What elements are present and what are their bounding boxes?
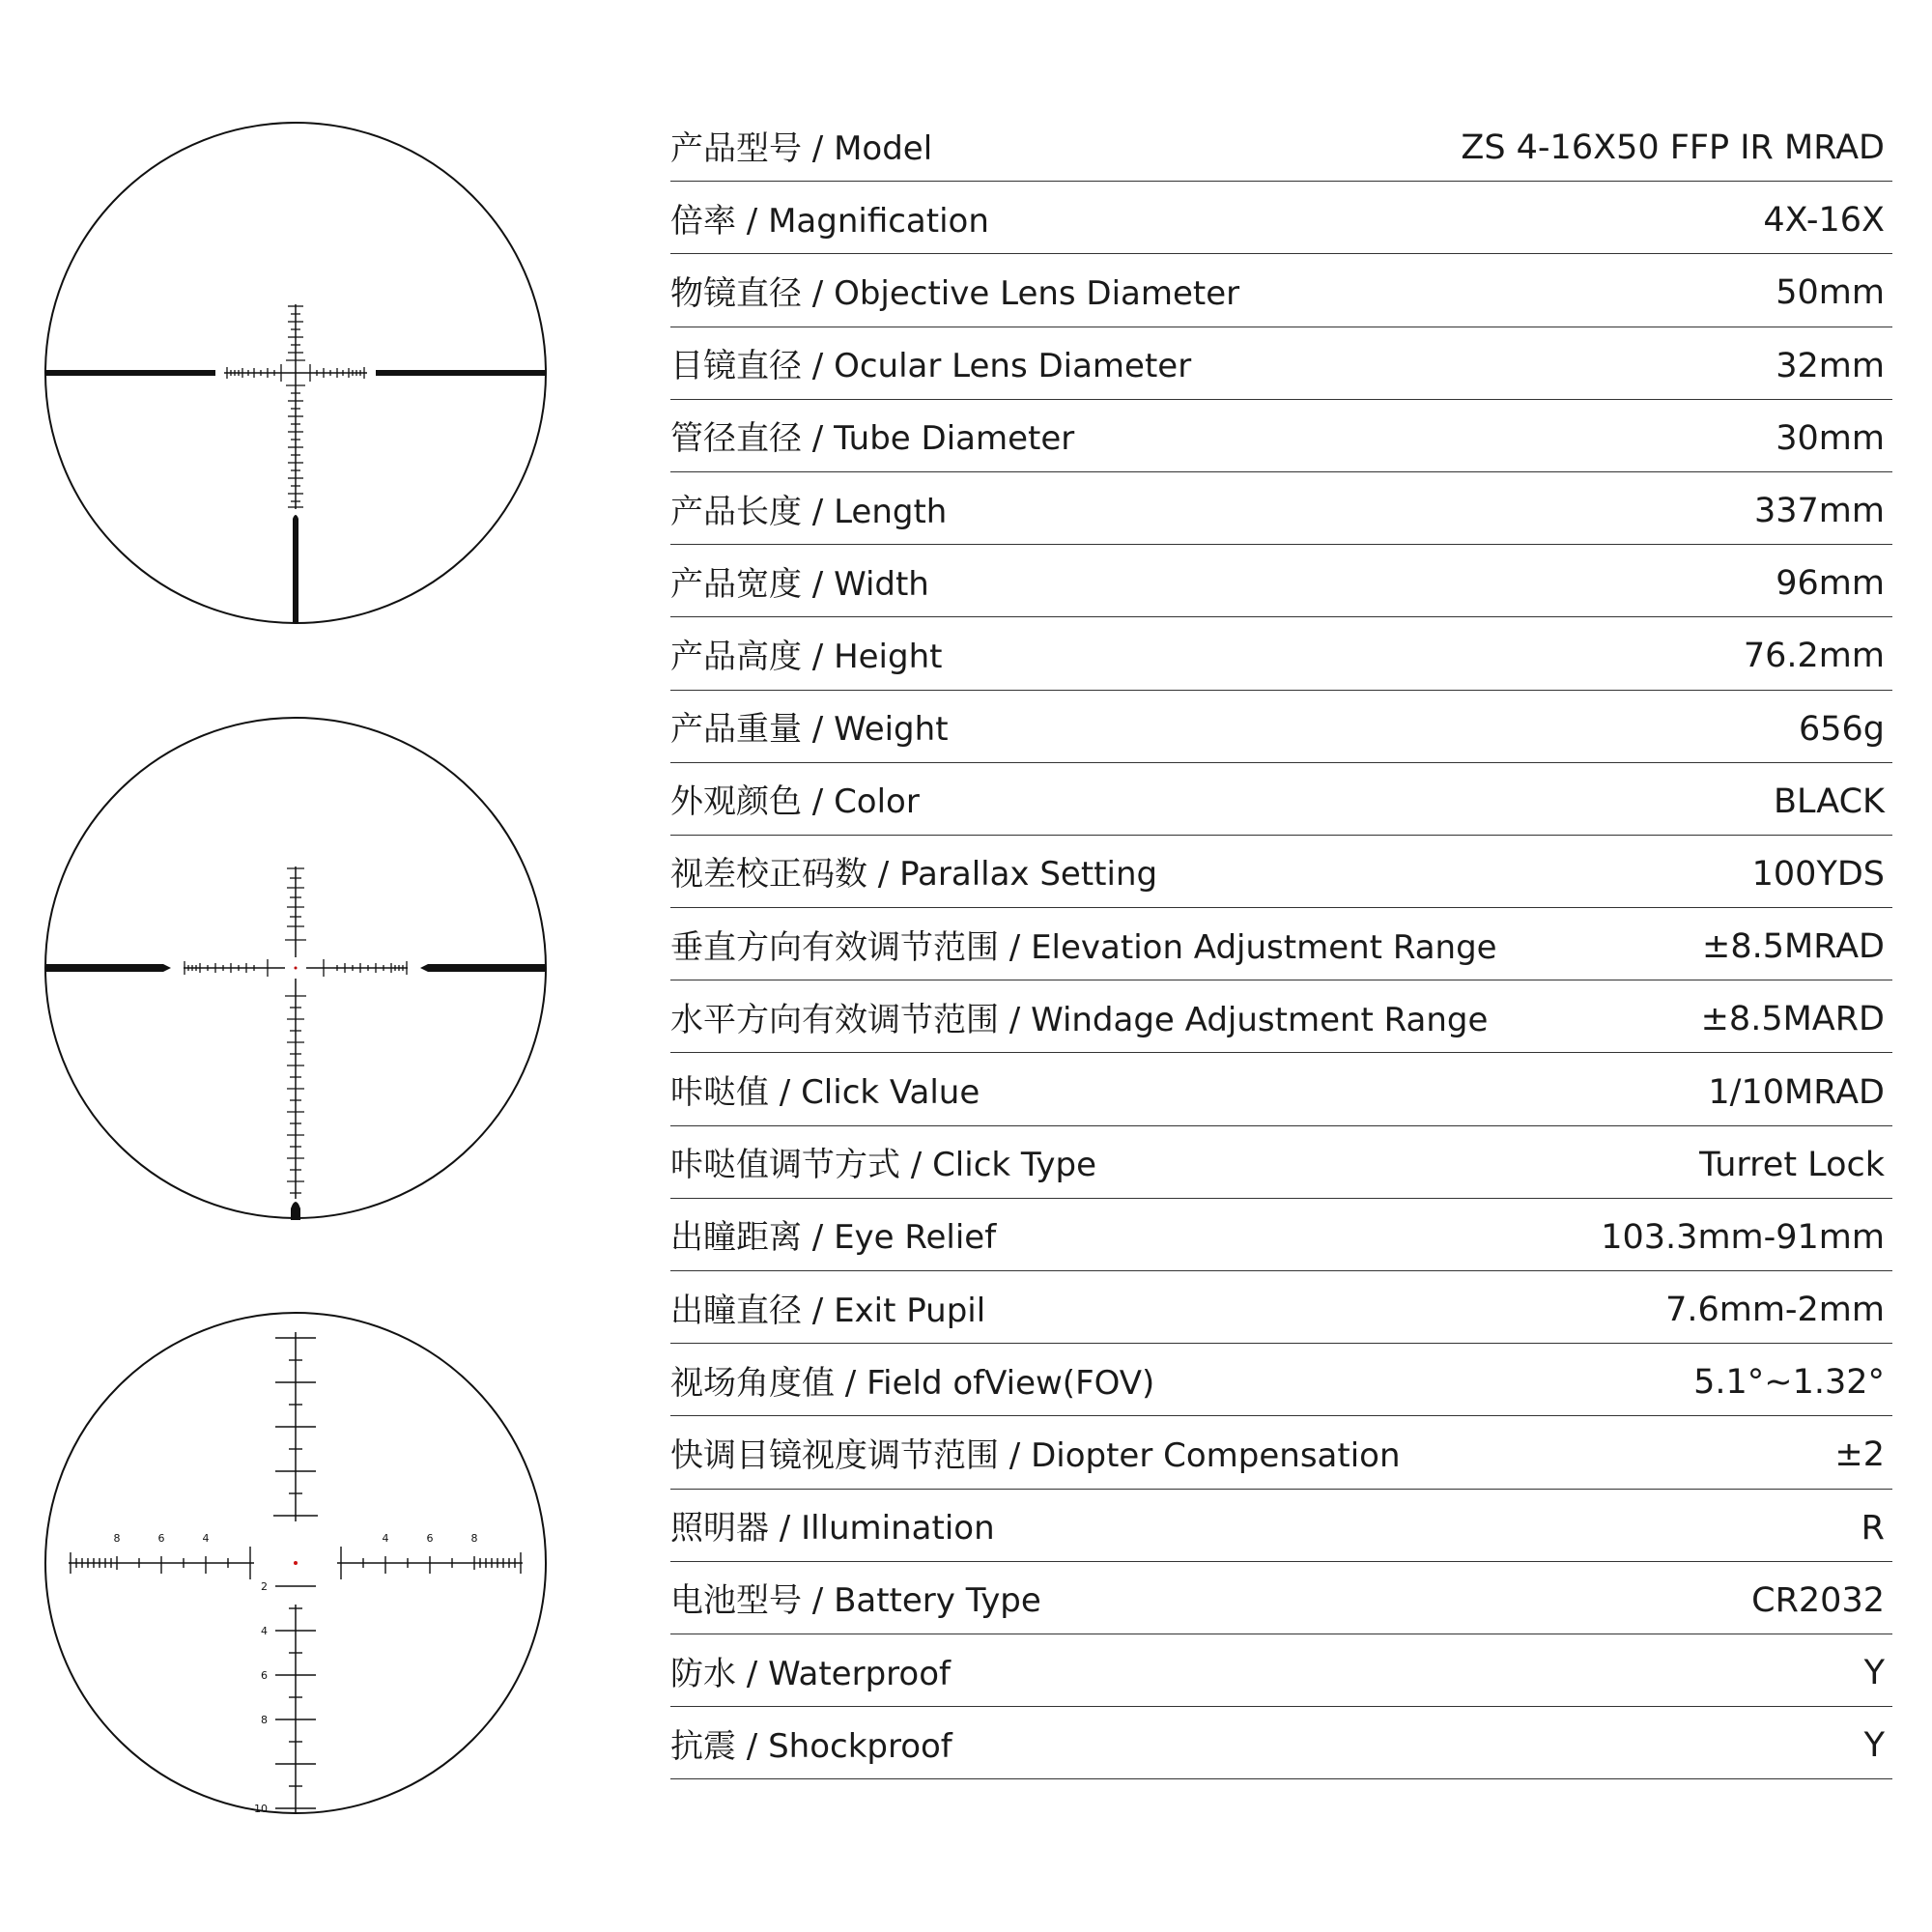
spec-value: 32mm	[1776, 346, 1885, 385]
spec-label: 视场角度值 / Field ofView(FOV)	[670, 1363, 1155, 1403]
spec-row-click-type	[670, 1126, 1892, 1199]
h-label-left-8: 8	[113, 1532, 121, 1545]
spec-row-windage-range	[670, 980, 1892, 1053]
v-label-2: 2	[261, 1580, 268, 1593]
spec-label: 产品宽度 / Width	[670, 564, 929, 604]
v-label-6: 6	[261, 1669, 268, 1682]
spec-value: ±8.5MARD	[1700, 1000, 1885, 1039]
spec-value: Y	[1863, 1654, 1885, 1693]
reticle-high-magnification	[43, 1311, 548, 1815]
spec-label: 快调目镜视度调节范围 / Diopter Compensation	[670, 1435, 1401, 1475]
spec-table	[670, 109, 1892, 1779]
spec-value: 100YDS	[1751, 854, 1885, 894]
spec-value: 30mm	[1776, 418, 1885, 458]
spec-row-objective-lens	[670, 254, 1892, 327]
v-label-4: 4	[261, 1625, 268, 1637]
spec-label: 产品高度 / Height	[670, 637, 943, 676]
spec-value: BLACK	[1773, 781, 1885, 821]
spec-label: 产品型号 / Model	[670, 128, 933, 168]
spec-value: 76.2mm	[1743, 637, 1885, 676]
spec-label: 目镜直径 / Ocular Lens Diameter	[670, 347, 1192, 386]
spec-value: ±2	[1834, 1435, 1885, 1475]
spec-label: 倍率 / Magnification	[670, 201, 989, 241]
spec-row-tube-diameter	[670, 400, 1892, 472]
spec-label: 物镜直径 / Objective Lens Diameter	[670, 273, 1240, 313]
h-label-right-8: 8	[470, 1532, 478, 1545]
spec-label: 垂直方向有效调节范围 / Elevation Adjustment Range	[670, 927, 1497, 967]
h-label-right-4: 4	[382, 1532, 389, 1545]
spec-row-parallax	[670, 836, 1892, 908]
spec-row-eye-relief	[670, 1199, 1892, 1271]
spec-row-fov	[670, 1344, 1892, 1416]
spec-row-illumination	[670, 1490, 1892, 1562]
spec-value: 4X-16X	[1763, 201, 1885, 241]
spec-value: 96mm	[1776, 564, 1885, 604]
spec-row-shockproof	[670, 1707, 1892, 1779]
spec-row-weight	[670, 691, 1892, 763]
spec-label: 产品重量 / Weight	[670, 710, 949, 750]
spec-label: 产品长度 / Length	[670, 492, 948, 531]
reticle-mid-magnification	[43, 716, 548, 1220]
spec-value: 7.6mm-2mm	[1665, 1291, 1885, 1330]
spec-value: Y	[1863, 1726, 1885, 1766]
spec-label: 电池型号 / Battery Type	[670, 1581, 1041, 1621]
spec-row-height	[670, 617, 1892, 690]
spec-label: 水平方向有效调节范围 / Windage Adjustment Range	[670, 1000, 1489, 1039]
spec-row-color	[670, 763, 1892, 836]
reticle-column	[0, 0, 618, 1932]
spec-label: 抗震 / Shockproof	[670, 1726, 952, 1766]
reticle-high-magnification-graphic	[43, 1311, 548, 1815]
spec-label: 管径直径 / Tube Diameter	[670, 419, 1075, 459]
h-label-right-6: 6	[426, 1532, 434, 1545]
spec-label: 咔哒值 / Click Value	[670, 1073, 980, 1113]
spec-row-width	[670, 545, 1892, 617]
spec-value: 1/10MRAD	[1708, 1072, 1885, 1112]
h-label-left-4: 4	[202, 1532, 210, 1545]
spec-value: ±8.5MRAD	[1702, 927, 1885, 967]
spec-row-battery	[670, 1562, 1892, 1634]
spec-row-ocular-lens	[670, 327, 1892, 400]
spec-value: CR2032	[1751, 1580, 1885, 1620]
spec-value: 50mm	[1776, 273, 1885, 313]
reticle-low-magnification-graphic	[43, 121, 548, 625]
spec-value: 337mm	[1754, 492, 1885, 531]
v-label-8: 8	[261, 1714, 268, 1726]
spec-row-diopter	[670, 1416, 1892, 1489]
spec-label: 视差校正码数 / Parallax Setting	[670, 855, 1158, 895]
spec-label: 咔哒值调节方式 / Click Type	[670, 1146, 1096, 1185]
spec-row-click-value	[670, 1053, 1892, 1125]
spec-value: 5.1°~1.32°	[1693, 1363, 1885, 1403]
illuminated-center-dot	[294, 1561, 298, 1565]
spec-label: 出瞳直径 / Exit Pupil	[670, 1291, 986, 1330]
spec-value: 103.3mm-91mm	[1601, 1217, 1885, 1257]
spec-value: 656g	[1798, 709, 1885, 749]
spec-label: 防水 / Waterproof	[670, 1654, 951, 1693]
spec-value: ZS 4-16X50 FFP IR MRAD	[1461, 128, 1885, 168]
spec-row-magnification	[670, 182, 1892, 254]
spec-row-exit-pupil	[670, 1271, 1892, 1344]
spec-label: 照明器 / Illumination	[670, 1509, 995, 1548]
v-label-10: 10	[254, 1803, 268, 1815]
h-label-left-6: 6	[157, 1532, 165, 1545]
spec-row-length	[670, 472, 1892, 545]
spec-row-elevation-range	[670, 908, 1892, 980]
spec-label: 出瞳距离 / Eye Relief	[670, 1218, 997, 1258]
spec-row-model	[670, 109, 1892, 182]
reticle-low-magnification	[43, 121, 548, 625]
spec-value: R	[1861, 1508, 1885, 1548]
spec-value: Turret Lock	[1699, 1145, 1885, 1184]
reticle-mid-magnification-graphic	[43, 716, 548, 1220]
spec-label: 外观颜色 / Color	[670, 782, 920, 822]
spec-row-waterproof	[670, 1634, 1892, 1707]
